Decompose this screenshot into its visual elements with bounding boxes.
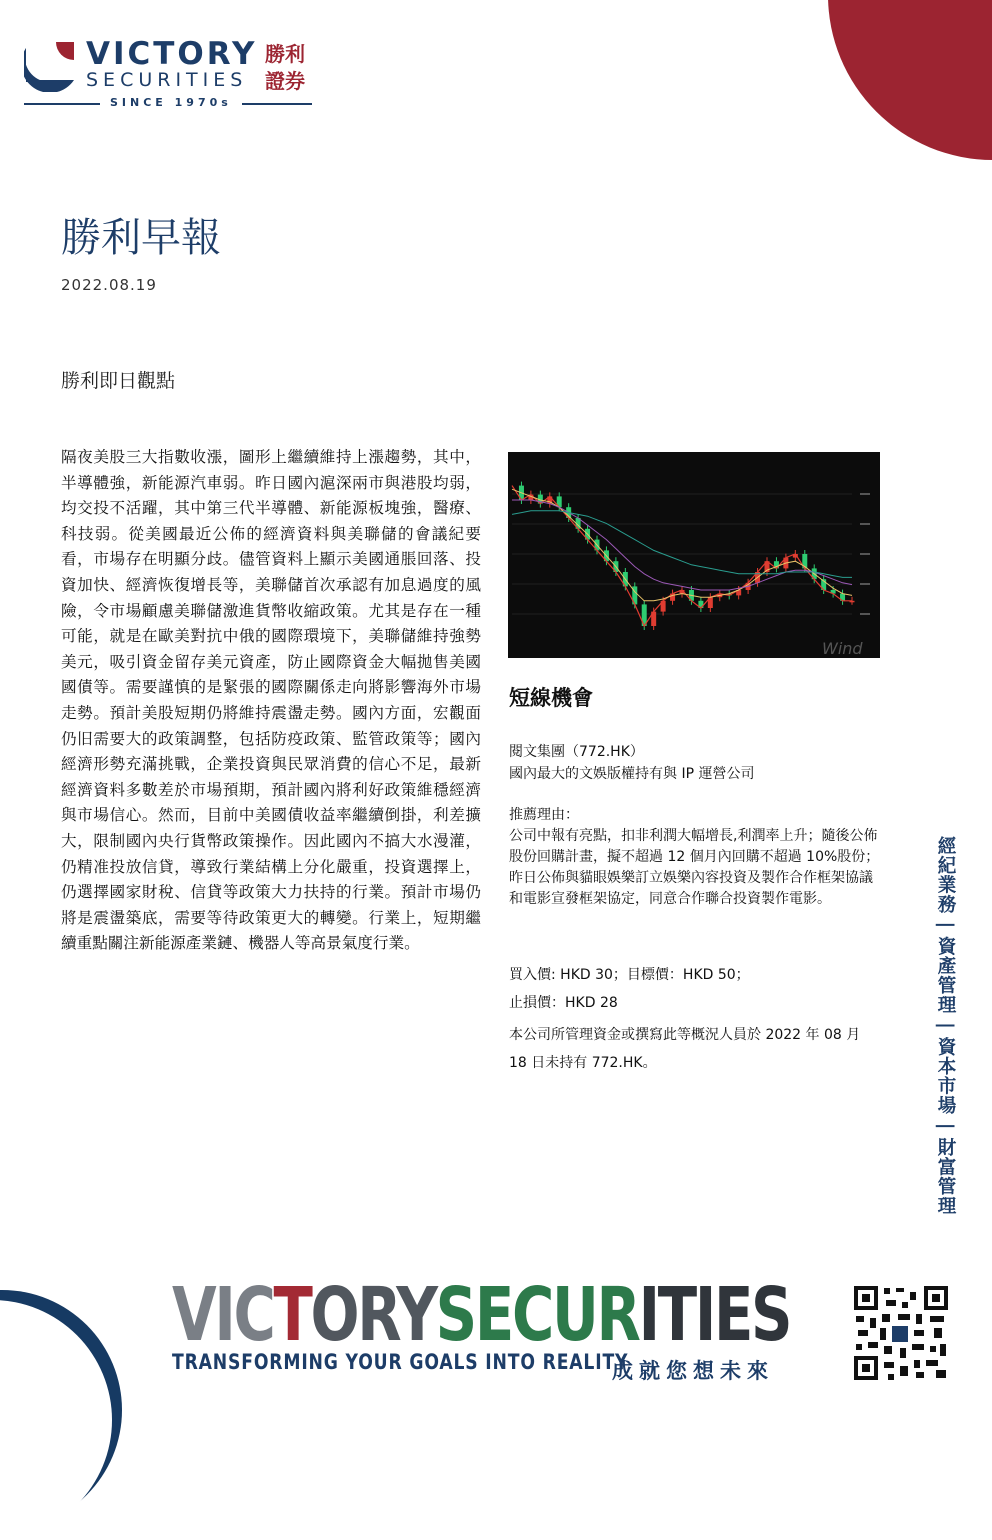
corner-decoration [828, 0, 992, 160]
banner-part5: ITIES [638, 1272, 791, 1358]
section-title: 勝利即日觀點 [61, 370, 176, 392]
disclosure: 本公司所管理資金或撰寫此等概況人員於 2022 年 08 月 18 日未持有 772.HK。 [509, 1027, 861, 1071]
logo-mark-icon [24, 40, 76, 92]
chart-series-line [512, 500, 852, 590]
stop-loss: 止損價：HKD 28 [509, 995, 618, 1011]
stock-chart [508, 452, 880, 658]
banner-wordmark [172, 1272, 790, 1358]
price-targets: 買入價: HKD 30；目標價：HKD 50； [509, 967, 750, 983]
logo-rule-left [24, 103, 100, 105]
chart-series-line [512, 486, 852, 626]
side-services: 經紀業務 | 資產管理 | 資本市場 | 財富管理 [935, 836, 956, 1216]
company-logo [24, 38, 324, 114]
logo-zh-line1: 勝利 [265, 42, 305, 66]
market-commentary: 隔夜美股三大指數收漲，圖形上繼續維持上漲趨勢，其中，半導體強，新能源汽車弱。昨日國內滬深兩市與港股均弱，均交投不活躍，其中第三代半導體、新能源板塊強，醫療、科技弱。從美國最近公佈的經濟資料與美聯儲的會議紀要看，市場存在明顯分歧。儘管資料上顯示美國通脹回落、投資加快、經濟恢復增長等，美聯儲首次承認有加息過度的風險，令市場顧慮美聯儲激進貨幣收縮政策。尤其是存在一種可能，就是在歐美對抗中俄的國際環境下，美聯儲維持強勢美元，吸引資金留存美元資產，防止國際資金大幅拋售美國國債等。需要謹慎的是緊張的國際關係走向將影響海外市場走勢。預計美股短期仍將維持震盪走勢。國內方面，宏觀面仍旧需要大的政策調整，包括防疫政策、監管政策等；國內經濟形勢充滿挑戰，企業投資與民眾消費的信心不足，最新經濟資料多數差於市場預期，預計國內將利好政策維穩經濟與市場信心。然而，目前中美國債收益率繼續倒掛，利差擴大，限制國內央行貨幣政策操作。因此國內不搞大水漫灌，仍精准投放信貸，導致行業結構上分化嚴重，投資選擇上，仍選擇國家財稅、信貸等政策大力扶持的行業。預計市場仍將是震盪築底，需要等待政策更大的轉變。行業上，短期繼續重點關注新能源產業鏈、機器人等高景氣度行業。 [61, 448, 481, 953]
logo-since: SINCE 1970s [110, 96, 232, 109]
banner-part2: T [273, 1272, 311, 1358]
stock-chart-svg [508, 452, 880, 658]
logo-rule-right [242, 103, 312, 105]
stock-name: 閱文集團（772.HK） [509, 744, 644, 760]
chart-series-line [512, 511, 852, 578]
reason-label: 推薦理由： [509, 807, 579, 823]
chart-axis-tick [860, 613, 870, 615]
banner-part4: SECUR [435, 1272, 639, 1358]
banner-tagline-zh: 成就您想未來 [612, 1359, 774, 1383]
banner-part3: ORY [310, 1272, 436, 1358]
stock-description: 國內最大的文娛版權持有與 IP 運營公司 [509, 766, 755, 782]
chart-axis-tick [860, 553, 870, 555]
report-title: 勝利早報 [61, 215, 221, 261]
chart-axis-tick [860, 523, 870, 525]
logo-name-line2: SECURITIES [86, 69, 248, 91]
banner-tagline: TRANSFORMING YOUR GOALS INTO REALITY [172, 1350, 629, 1374]
logo-zh-line2: 證券 [265, 69, 305, 93]
report-date: 2022.08.19 [61, 276, 157, 294]
chart-axis-tick [860, 583, 870, 585]
reason-text: 公司中報有亮點，扣非利潤大幅增長,利潤率上升；隨後公佈股份回購計畫，擬不超過 12 個月內回購不超過 10%股份；昨日公佈與貓眼娛樂訂立娛樂內容投資及製作合作框架協議和電影宣發框架協定，同意合作聯合投資製作電影。 [509, 828, 880, 907]
chart-watermark: Wind [822, 639, 863, 658]
banner-part1: VIC [172, 1272, 274, 1358]
logo-name-line1: VICTORY [86, 36, 258, 72]
short-term-title: 短線機會 [509, 686, 593, 710]
chart-axis-tick [860, 493, 870, 495]
qr-code-icon [852, 1284, 950, 1382]
